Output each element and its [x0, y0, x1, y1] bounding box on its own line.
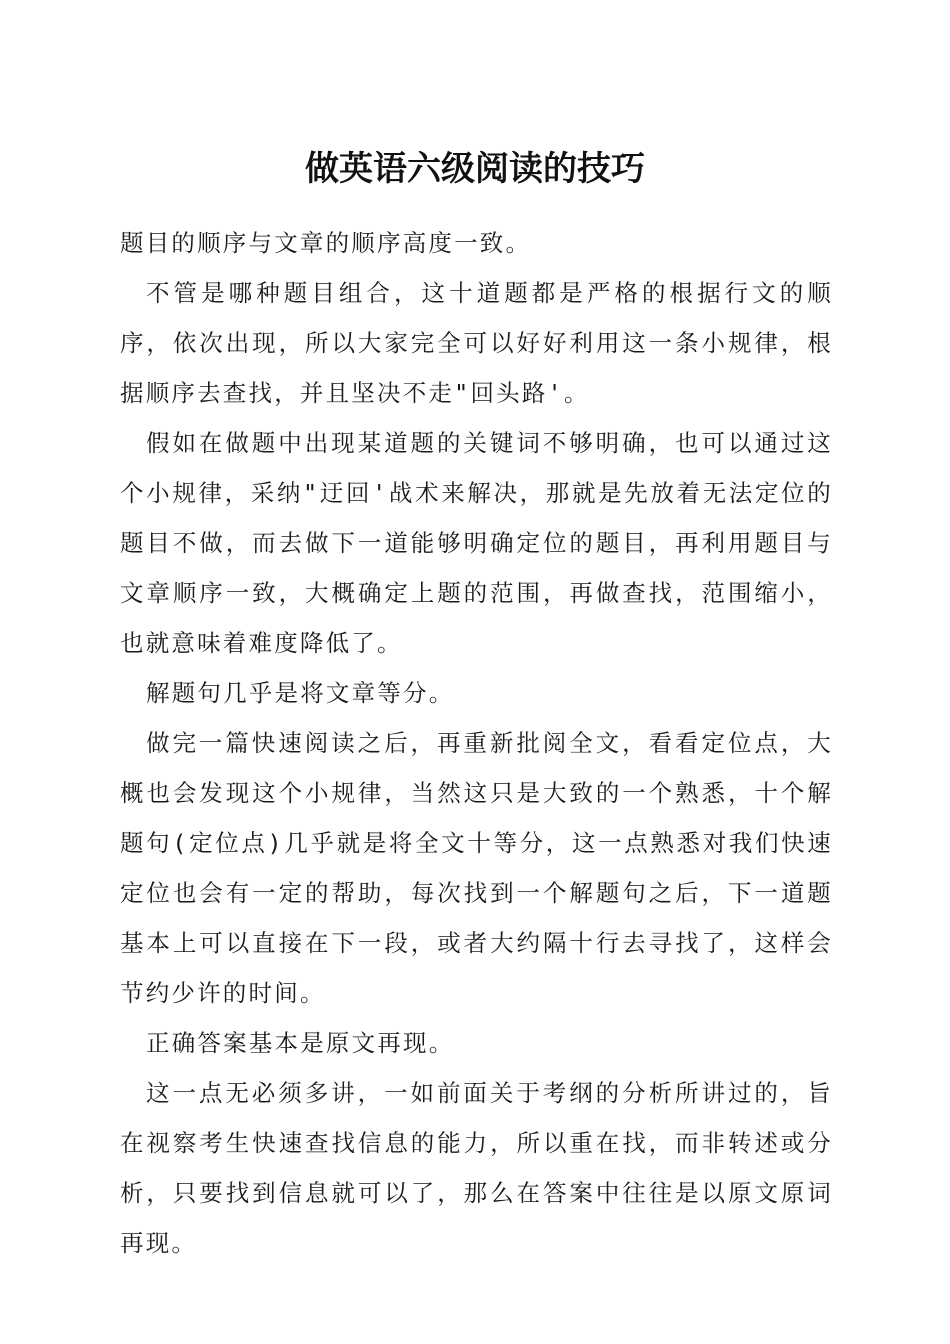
- paragraph: 解题句几乎是将文章等分。: [146, 679, 455, 707]
- paragraph: 假如在做题中出现某道题的关键词不够明确，也可以通过这个小规律，采纳"迂回'战术来解决，那就是先放着无法定位的题目不做，而去做下一道能够明确定位的题目，再利用题目与文章顺序一致，大概确定上题的范围，再做查找，范围缩小，也就意味着难度降低了。: [120, 429, 833, 657]
- paragraph: 这一点无必须多讲，一如前面关于考纲的分析所讲过的，旨在视察考生快速查找信息的能力，所以重在找，而非转述或分析，只要找到信息就可以了，那么在答案中往往是以原文原词再现。: [120, 1079, 833, 1257]
- document-title: 做英语六级阅读的技巧: [305, 149, 645, 189]
- paragraph: 做完一篇快速阅读之后，再重新批阅全文，看看定位点，大概也会发现这个小规律，当然这只是大致的一个熟悉，十个解题句(定位点)几乎就是将全文十等分，这一点熟悉对我们快速定位也会有一定的帮助，每次找到一个解题句之后，下一道题基本上可以直接在下一段，或者大约隔十行去寻找了，这样会节约少许的时间。: [120, 729, 833, 1007]
- paragraph: 题目的顺序与文章的顺序高度一致。: [120, 229, 532, 257]
- paragraph: 正确答案基本是原文再现。: [146, 1029, 455, 1057]
- document-body: [120, 218, 833, 1268]
- paragraph: 不管是哪种题目组合，这十道题都是严格的根据行文的顺序，依次出现，所以大家完全可以好好利用这一条小规律，根据顺序去查找，并且坚决不走"回头路'。: [120, 279, 833, 407]
